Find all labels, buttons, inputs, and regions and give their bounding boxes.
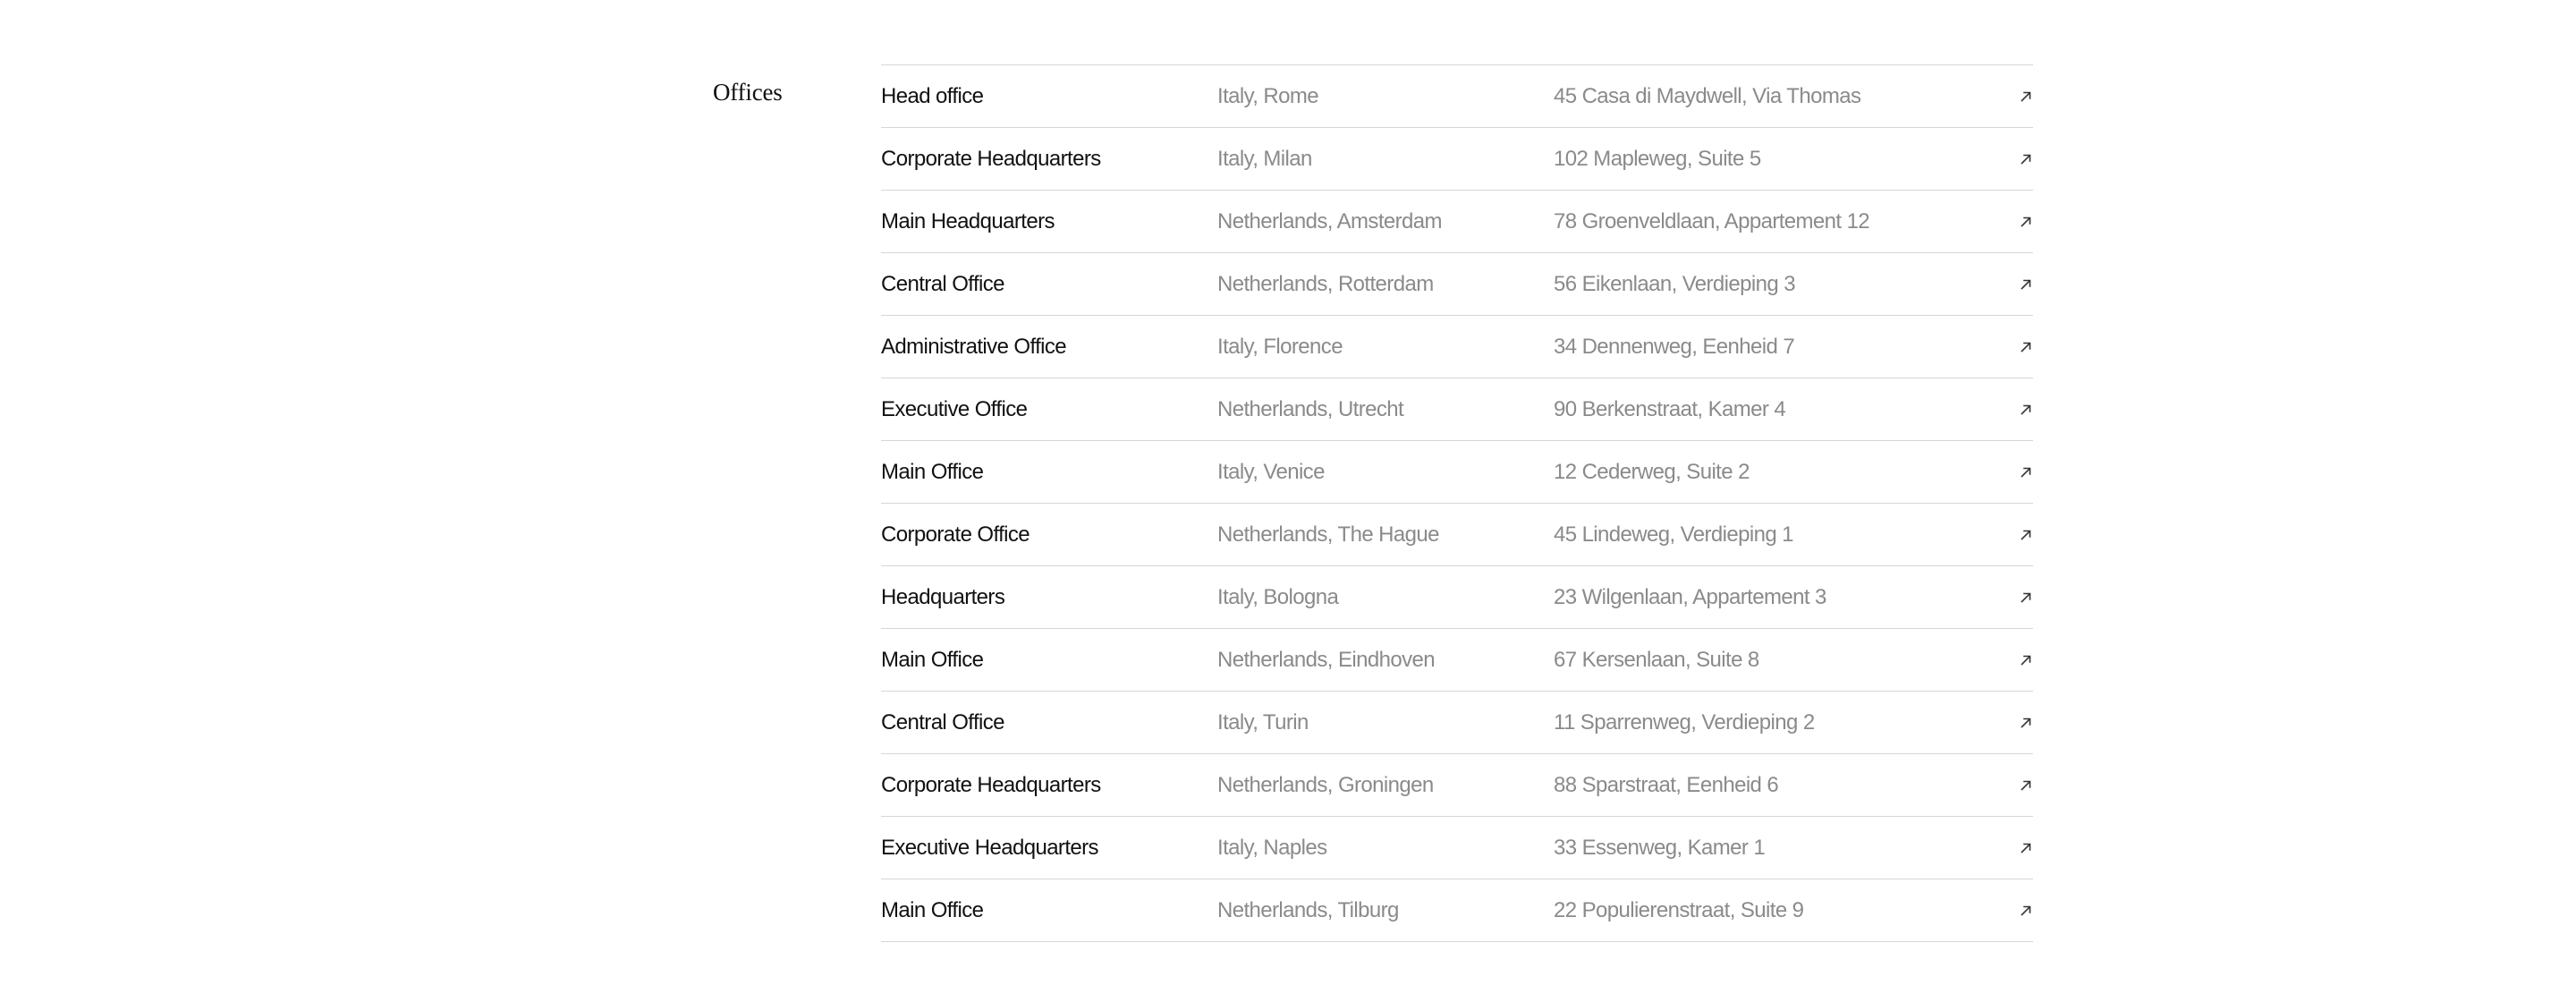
- office-row[interactable]: [881, 566, 2033, 629]
- office-name: Head office: [881, 83, 984, 108]
- arrow-up-right-icon[interactable]: [2012, 524, 2033, 546]
- office-address: 23 Wilgenlaan, Appartement 3: [1554, 584, 1826, 609]
- office-location: Italy, Naples: [1217, 835, 1327, 860]
- office-name: Main Office: [881, 897, 984, 922]
- office-row[interactable]: [881, 378, 2033, 441]
- arrow-up-right-icon[interactable]: [2012, 211, 2033, 233]
- office-name: Central Office: [881, 271, 1004, 296]
- office-name: Corporate Office: [881, 522, 1030, 547]
- office-name: Corporate Headquarters: [881, 146, 1101, 171]
- office-row[interactable]: [881, 504, 2033, 566]
- office-address: 34 Dennenweg, Eenheid 7: [1554, 334, 1795, 359]
- arrow-up-right-icon[interactable]: [2012, 775, 2033, 796]
- arrow-up-right-icon[interactable]: [2012, 399, 2033, 420]
- office-address: 78 Groenveldlaan, Appartement 12: [1554, 208, 1870, 234]
- office-name: Main Office: [881, 459, 984, 484]
- office-row[interactable]: [881, 754, 2033, 817]
- office-address: 12 Cederweg, Suite 2: [1554, 459, 1750, 484]
- office-row[interactable]: [881, 441, 2033, 504]
- arrow-up-right-icon[interactable]: [2012, 650, 2033, 671]
- office-name: Corporate Headquarters: [881, 772, 1101, 797]
- office-name: Administrative Office: [881, 334, 1067, 359]
- arrow-up-right-icon[interactable]: [2012, 837, 2033, 859]
- office-location: Netherlands, Eindhoven: [1217, 647, 1435, 672]
- office-location: Italy, Venice: [1217, 459, 1325, 484]
- office-name: Central Office: [881, 709, 1004, 735]
- arrow-up-right-icon[interactable]: [2012, 336, 2033, 358]
- office-row[interactable]: [881, 253, 2033, 316]
- office-address: 33 Essenweg, Kamer 1: [1554, 835, 1766, 860]
- arrow-up-right-icon[interactable]: [2012, 274, 2033, 295]
- office-address: 45 Lindeweg, Verdieping 1: [1554, 522, 1793, 547]
- arrow-up-right-icon[interactable]: [2012, 86, 2033, 107]
- office-address: 45 Casa di Maydwell, Via Thomas: [1554, 83, 1861, 108]
- office-location: Netherlands, Utrecht: [1217, 396, 1404, 421]
- office-location: Italy, Turin: [1217, 709, 1309, 735]
- office-name: Executive Office: [881, 396, 1028, 421]
- office-location: Italy, Florence: [1217, 334, 1343, 359]
- office-row[interactable]: [881, 316, 2033, 378]
- office-row[interactable]: [881, 817, 2033, 879]
- office-address: 67 Kersenlaan, Suite 8: [1554, 647, 1759, 672]
- section-title: Offices: [713, 79, 783, 106]
- arrow-up-right-icon[interactable]: [2012, 900, 2033, 921]
- office-row[interactable]: [881, 191, 2033, 253]
- office-address: 102 Mapleweg, Suite 5: [1554, 146, 1761, 171]
- arrow-up-right-icon[interactable]: [2012, 462, 2033, 483]
- office-row[interactable]: [881, 65, 2033, 128]
- office-location: Italy, Milan: [1217, 146, 1312, 171]
- offices-list: [881, 64, 2033, 942]
- office-location: Netherlands, Tilburg: [1217, 897, 1399, 922]
- office-address: 88 Sparstraat, Eenheid 6: [1554, 772, 1779, 797]
- office-address: 11 Sparrenweg, Verdieping 2: [1554, 709, 1815, 735]
- office-row[interactable]: [881, 629, 2033, 692]
- office-location: Netherlands, The Hague: [1217, 522, 1439, 547]
- office-location: Netherlands, Groningen: [1217, 772, 1434, 797]
- office-address: 22 Populierenstraat, Suite 9: [1554, 897, 1804, 922]
- office-address: 56 Eikenlaan, Verdieping 3: [1554, 271, 1795, 296]
- office-row[interactable]: [881, 128, 2033, 191]
- arrow-up-right-icon[interactable]: [2012, 149, 2033, 170]
- office-location: Netherlands, Amsterdam: [1217, 208, 1442, 234]
- office-name: Main Headquarters: [881, 208, 1055, 234]
- office-location: Italy, Rome: [1217, 83, 1318, 108]
- office-row[interactable]: [881, 692, 2033, 754]
- office-location: Italy, Bologna: [1217, 584, 1339, 609]
- office-name: Executive Headquarters: [881, 835, 1098, 860]
- office-row[interactable]: [881, 879, 2033, 942]
- office-location: Netherlands, Rotterdam: [1217, 271, 1434, 296]
- arrow-up-right-icon[interactable]: [2012, 712, 2033, 734]
- arrow-up-right-icon[interactable]: [2012, 587, 2033, 608]
- office-name: Headquarters: [881, 584, 1005, 609]
- office-address: 90 Berkenstraat, Kamer 4: [1554, 396, 1786, 421]
- office-name: Main Office: [881, 647, 984, 672]
